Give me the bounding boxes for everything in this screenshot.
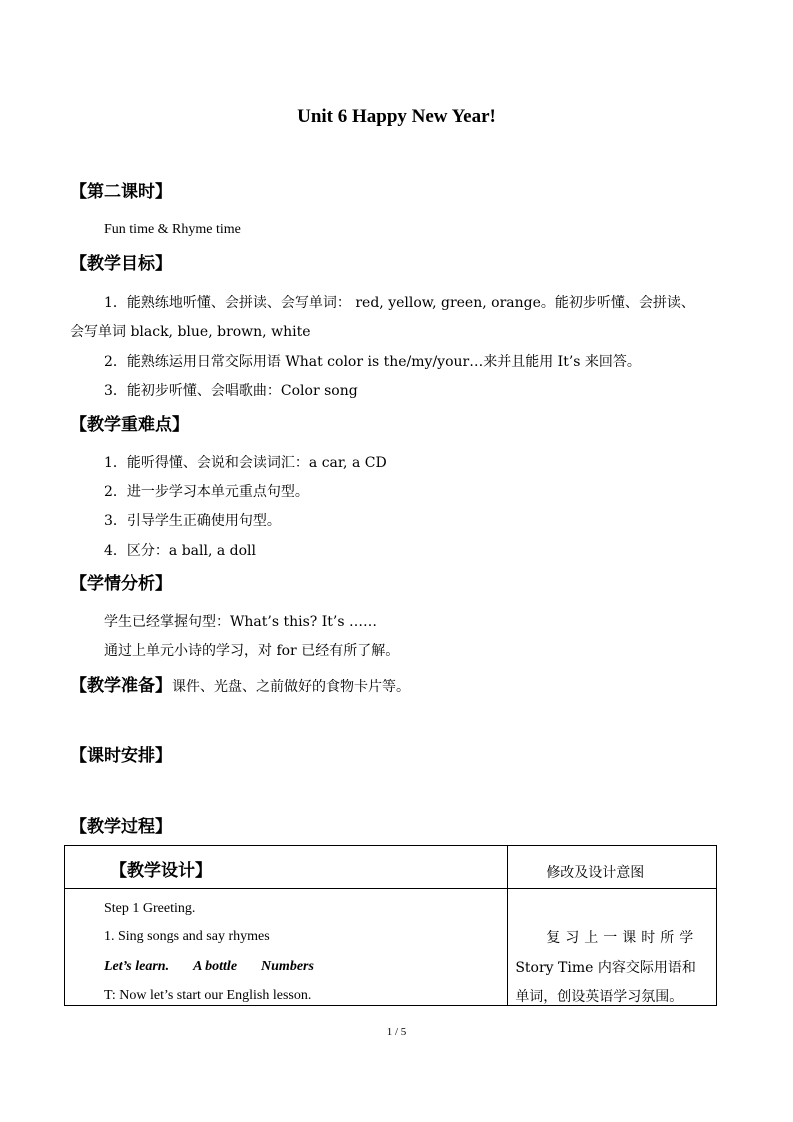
page-number: 1 / 5 [386, 1026, 407, 1038]
notes-header: 修改及设计意图 [546, 865, 645, 881]
notes-line-3: 单词，创设英语学习氛围。 [515, 989, 684, 1005]
step-item-1: 1. Sing songs and say rhymes [104, 929, 270, 944]
preparation-row [70, 671, 410, 696]
lesson-heading: 【第二课时】 [70, 182, 172, 202]
design-content-cell [65, 889, 508, 1006]
notes-line-2: Story Time 内容交际用语和 [515, 960, 696, 976]
lesson-content: Fun time & Rhyme time [104, 222, 241, 237]
table-row [65, 889, 717, 1006]
song-list [104, 959, 314, 975]
preparation-heading: 【教学准备】 [70, 676, 172, 696]
design-header-cell [65, 846, 508, 889]
key-point-1: 1．能听得懂、会说和会读词汇：a car, a CD [104, 455, 387, 471]
objective-1: 1．能熟练地听懂、会拼读、会写单词： red, yellow, green, orange。能初步听懂、会拼读、 [104, 295, 695, 311]
notes-header-cell [508, 846, 717, 889]
objective-3: 3．能初步听懂、会唱歌曲：Color song [104, 383, 358, 399]
teaching-process-table [64, 845, 717, 1006]
objective-1-continued: 会写单词 black, blue, brown, white [70, 324, 311, 340]
key-point-4: 4．区分：a ball, a doll [104, 543, 257, 559]
notes-content-cell [508, 889, 717, 1006]
key-points-heading: 【教学重难点】 [70, 415, 189, 435]
key-point-2: 2．进一步学习本单元重点句型。 [104, 484, 309, 500]
analysis-heading: 【学情分析】 [70, 574, 172, 594]
analysis-line-1: 学生已经掌握句型：What’s this? It’s …… [104, 614, 377, 630]
song-a-bottle: A bottle [193, 959, 238, 974]
document-title: Unit 6 Happy New Year! [297, 106, 496, 127]
preparation-content: 课件、光盘、之前做好的食物卡片等。 [172, 679, 410, 695]
process-heading: 【教学过程】 [70, 817, 172, 837]
song-numbers: Numbers [261, 959, 314, 974]
objective-2: 2．能熟练运用日常交际用语 What color is the/my/your…来并且能用 It’s 来回答。 [104, 354, 641, 370]
design-header: 【教学设计】 [110, 861, 212, 881]
key-point-3: 3．引导学生正确使用句型。 [104, 513, 281, 529]
objectives-heading: 【教学目标】 [70, 254, 172, 274]
song-lets-learn: Let’s learn. [104, 959, 170, 974]
notes-line-1: 复习上一课时所学 [546, 930, 699, 946]
table-header-row [65, 846, 717, 889]
analysis-line-2: 通过上单元小诗的学习，对 for 已经有所了解。 [104, 643, 400, 659]
schedule-heading: 【课时安排】 [70, 746, 172, 766]
teacher-line: T: Now let’s start our English lesson. [104, 988, 312, 1003]
step-greeting: Step 1 Greeting. [104, 901, 196, 916]
